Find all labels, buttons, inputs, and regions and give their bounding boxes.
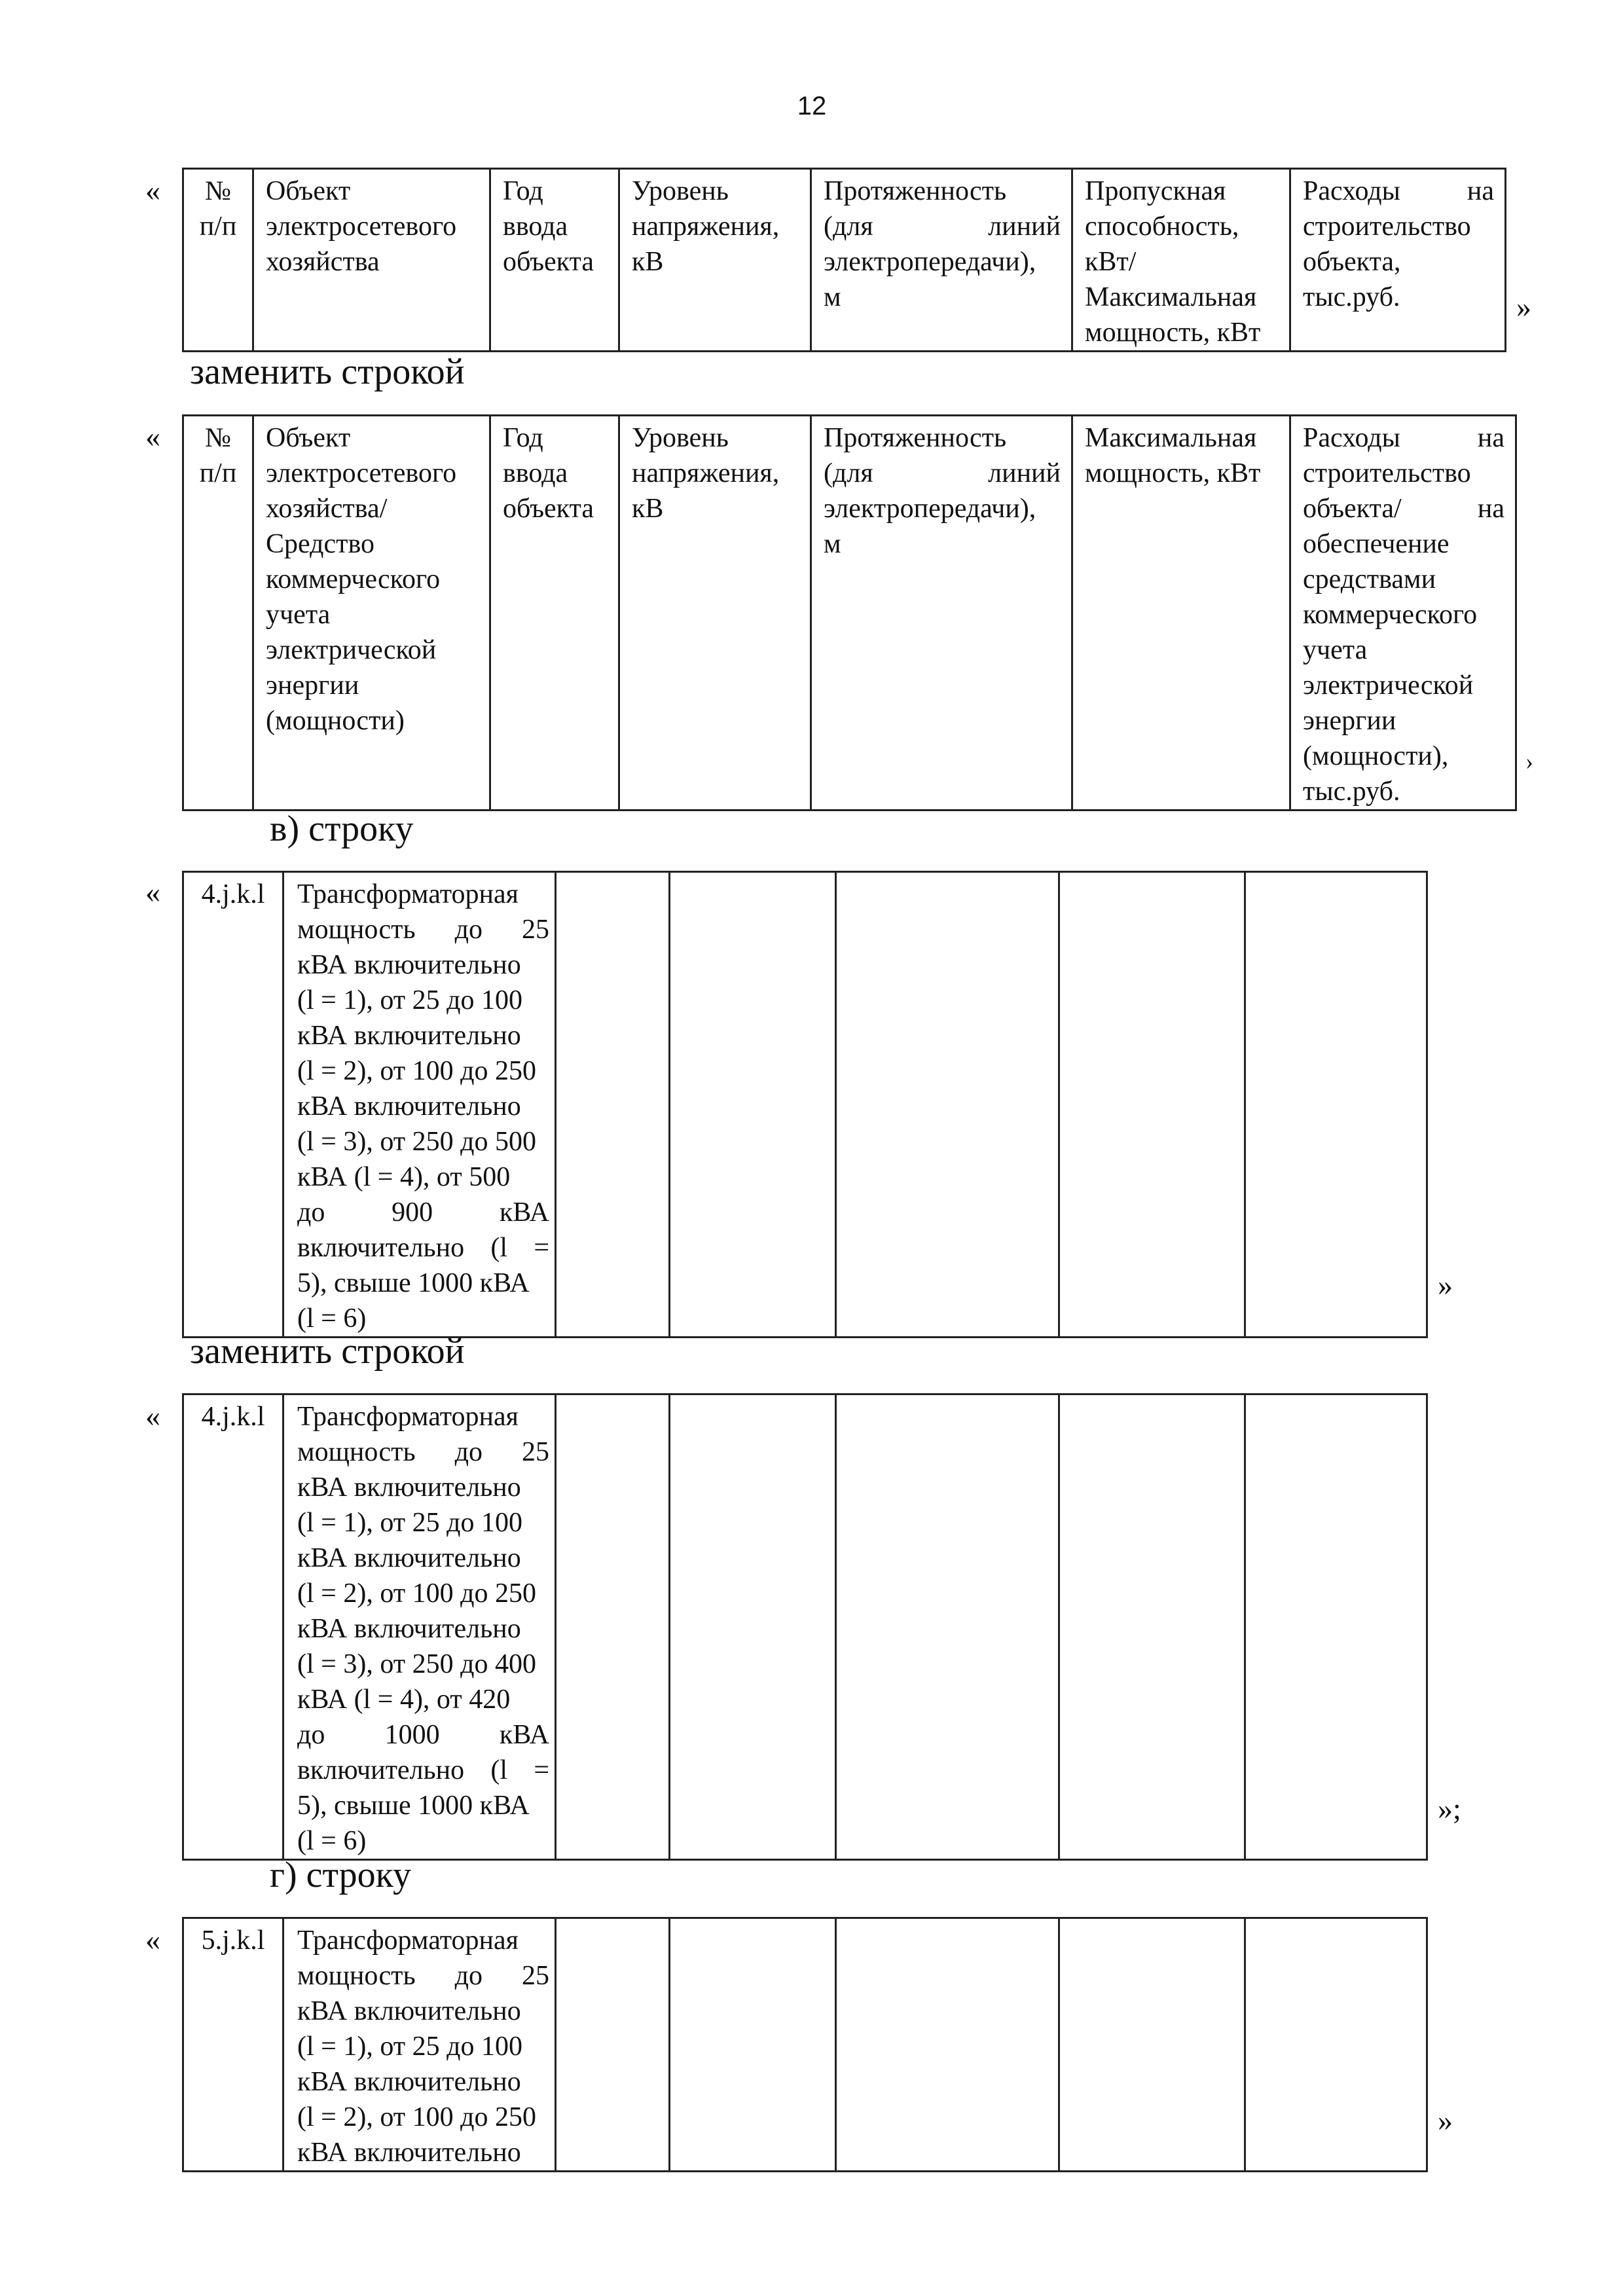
empty-cell xyxy=(670,1918,836,2172)
header-cell-line: электрической xyxy=(1303,670,1474,701)
header-cell xyxy=(619,169,811,352)
row-description-cell xyxy=(283,1394,556,1860)
row-description-cell-line: до 900 кВА xyxy=(297,1197,549,1228)
header-cell-line: кВ xyxy=(632,247,664,277)
row-description-cell-line: включительно (l = xyxy=(297,1755,549,1785)
header-cell-line: энергии xyxy=(266,670,359,701)
open-quote-1: « xyxy=(145,173,160,207)
row-description-cell-line: кВА включительно xyxy=(297,2067,521,2097)
row-description-cell-line: (l = 2), от 100 до 250 xyxy=(297,2102,536,2132)
empty-cell xyxy=(556,1918,670,2172)
row-description-cell-line: (l = 1), от 25 до 100 xyxy=(297,2032,522,2062)
old-row-5-table xyxy=(182,1917,1428,2172)
row-description-cell-line: кВА включительно xyxy=(297,950,521,980)
empty-cell xyxy=(1245,872,1427,1338)
header-cell xyxy=(183,169,253,352)
old-row-4-table xyxy=(182,871,1428,1338)
header-cell-line: кВт/ xyxy=(1085,247,1137,277)
header-cell-line: хозяйства/ xyxy=(266,494,388,524)
header-cell-line: Уровень xyxy=(632,176,729,206)
open-quote-5: « xyxy=(145,1923,160,1956)
header-cell-line: электропередачи), xyxy=(824,494,1036,524)
row-description-cell xyxy=(283,872,556,1338)
heading-replace-2: заменить строкой xyxy=(190,1331,465,1372)
header-cell-line: обеспечение xyxy=(1303,529,1450,559)
header-cell-line: м xyxy=(824,529,841,559)
header-cell-line: мощность, кВт xyxy=(1085,318,1261,348)
open-quote-3: « xyxy=(145,875,160,909)
header-cell-line: тыс.руб. xyxy=(1303,776,1400,807)
header-cell-line: объекта, xyxy=(1303,247,1401,277)
header-cell xyxy=(253,169,490,352)
header-cell xyxy=(1072,416,1290,811)
header-cell-line: учета xyxy=(266,600,331,630)
heading-row-v: в) строку xyxy=(270,809,414,849)
header-cell-line: № xyxy=(204,423,232,453)
row-description-cell-line: включительно (l = xyxy=(297,1233,549,1263)
header-cell-line: (мощности) xyxy=(266,706,405,736)
row-description-cell-line: (l = 1), от 25 до 100 xyxy=(297,985,522,1015)
row-description-cell-line: мощность до 25 xyxy=(297,1961,549,1991)
header-cell-line: Объект xyxy=(266,176,351,206)
open-quote-2: « xyxy=(145,420,160,453)
row-description-cell-line: (l = 6) xyxy=(297,1826,367,1856)
header-cell-line: (для линий xyxy=(824,458,1061,488)
header-cell-line: ввода xyxy=(503,458,568,488)
row-number: 4.j.k.l xyxy=(201,879,265,909)
header-cell-line: объекта xyxy=(503,247,594,277)
empty-cell xyxy=(556,872,670,1338)
row-description-cell-line: (l = 3), от 250 до 500 xyxy=(297,1127,536,1157)
row-description-cell-line: до 1000 кВА xyxy=(297,1720,549,1750)
row-description-cell-line: (l = 6) xyxy=(297,1303,367,1334)
header-cell-line: Протяженность xyxy=(824,423,1007,453)
row-description-cell-line: Трансформаторная xyxy=(297,879,519,909)
open-quote-4: « xyxy=(145,1399,160,1432)
new-header-table xyxy=(182,414,1517,811)
header-cell-line: Протяженность xyxy=(824,176,1007,206)
header-cell-line: Год xyxy=(503,423,543,453)
row-description-cell-line: (l = 1), от 25 до 100 xyxy=(297,1508,522,1538)
row-description-cell-line: кВА включительно xyxy=(297,1543,521,1573)
header-cell xyxy=(1290,169,1506,352)
empty-cell xyxy=(670,1394,836,1860)
header-cell xyxy=(1290,416,1516,811)
header-cell-line: Расходы на xyxy=(1303,176,1494,206)
header-cell-line: строительство xyxy=(1303,458,1471,488)
header-cell-line: способность, xyxy=(1085,211,1239,242)
new-row-4-table xyxy=(182,1393,1428,1861)
header-cell xyxy=(1072,169,1290,352)
close-quote-5: » xyxy=(1438,2104,1453,2137)
header-cell-line: № xyxy=(204,176,232,206)
header-cell-line: Уровень xyxy=(632,423,729,453)
header-cell xyxy=(619,416,811,811)
row-number-cell xyxy=(183,872,283,1338)
row-description-cell-line: мощность до 25 xyxy=(297,915,549,945)
header-cell-line: кВ xyxy=(632,494,664,524)
header-cell-line: хозяйства xyxy=(266,247,380,277)
heading-row-g: г) строку xyxy=(270,1855,412,1895)
row-description-cell-line: кВА включительно xyxy=(297,1472,521,1503)
header-cell-line: Максимальная xyxy=(1085,423,1257,453)
header-cell-line: объекта xyxy=(503,494,594,524)
header-cell-line: электропередачи), xyxy=(824,247,1036,277)
empty-cell xyxy=(1059,1918,1245,2172)
row-description-cell-line: Трансформаторная xyxy=(297,1925,519,1956)
row-description-cell-line: 5), свыше 1000 кВА xyxy=(297,1268,530,1298)
row-description-cell xyxy=(283,1918,556,2172)
header-cell xyxy=(811,169,1072,352)
empty-cell xyxy=(836,1394,1059,1860)
row-description-cell-line: мощность до 25 xyxy=(297,1437,549,1467)
header-cell-line: п/п xyxy=(199,211,237,242)
header-cell-line: Пропускная xyxy=(1085,176,1226,206)
header-cell-line: электрической xyxy=(266,635,437,665)
header-cell-line: средствами xyxy=(1303,564,1436,594)
empty-cell xyxy=(670,872,836,1338)
header-cell-line: (мощности), xyxy=(1303,741,1449,771)
empty-cell xyxy=(1245,1394,1427,1860)
empty-cell xyxy=(1245,1918,1427,2172)
header-cell xyxy=(183,416,253,811)
header-cell xyxy=(490,169,619,352)
header-cell-line: электросетевого xyxy=(266,458,457,488)
header-cell-line: (для линий xyxy=(824,211,1061,242)
header-cell-line: м xyxy=(824,282,841,312)
row-description-cell-line: (l = 3), от 250 до 400 xyxy=(297,1649,536,1679)
header-cell-line: коммерческого xyxy=(266,564,441,594)
page-number: 12 xyxy=(797,92,827,120)
row-description-cell-line: кВА (l = 4), от 420 xyxy=(297,1685,511,1715)
close-quote-semicolon-4: »; xyxy=(1438,1792,1461,1825)
header-cell-line: п/п xyxy=(199,458,237,488)
header-cell-line: строительство xyxy=(1303,211,1471,242)
row-description-cell-line: (l = 2), от 100 до 250 xyxy=(297,1578,536,1609)
close-quote-3: » xyxy=(1438,1268,1453,1302)
header-cell-line: Объект xyxy=(266,423,351,453)
row-description-cell-line: кВА включительно xyxy=(297,2138,521,2168)
header-cell-line: напряжения, xyxy=(632,211,780,242)
header-cell-line: ввода xyxy=(503,211,568,242)
header-cell-line: Год xyxy=(503,176,543,206)
header-cell-line: коммерческого xyxy=(1303,600,1478,630)
empty-cell xyxy=(1059,872,1245,1338)
row-description-cell-line: 5), свыше 1000 кВА xyxy=(297,1791,530,1821)
empty-cell xyxy=(556,1394,670,1860)
header-cell-line: электросетевого xyxy=(266,211,457,242)
row-number-cell xyxy=(183,1918,283,2172)
header-cell-line: Максимальная xyxy=(1085,282,1257,312)
header-cell-line: объекта/ на xyxy=(1303,494,1504,524)
row-number-cell xyxy=(183,1394,283,1860)
stray-mark: › xyxy=(1525,748,1533,774)
header-cell xyxy=(253,416,490,811)
empty-cell xyxy=(1059,1394,1245,1860)
row-number: 4.j.k.l xyxy=(201,1402,265,1432)
header-cell-line: энергии xyxy=(1303,706,1396,736)
row-number: 5.j.k.l xyxy=(201,1925,265,1956)
row-description-cell-line: кВА (l = 4), от 500 xyxy=(297,1162,511,1192)
row-description-cell-line: кВА включительно xyxy=(297,1614,521,1644)
row-description-cell-line: Трансформаторная xyxy=(297,1402,519,1432)
row-description-cell-line: кВА включительно xyxy=(297,1996,521,2026)
header-cell-line: мощность, кВт xyxy=(1085,458,1261,488)
header-cell-line: тыс.руб. xyxy=(1303,282,1400,312)
heading-replace-1: заменить строкой xyxy=(190,352,465,392)
header-cell xyxy=(811,416,1072,811)
header-cell-line: Средство xyxy=(266,529,375,559)
header-cell xyxy=(490,416,619,811)
empty-cell xyxy=(836,1918,1059,2172)
close-quote-1: » xyxy=(1516,290,1531,323)
row-description-cell-line: кВА включительно xyxy=(297,1091,521,1121)
row-description-cell-line: кВА включительно xyxy=(297,1021,521,1051)
row-description-cell-line: (l = 2), от 100 до 250 xyxy=(297,1056,536,1086)
header-cell-line: учета xyxy=(1303,635,1368,665)
empty-cell xyxy=(836,872,1059,1338)
header-cell-line: Расходы на xyxy=(1303,423,1504,453)
header-cell-line: напряжения, xyxy=(632,458,780,488)
old-header-table xyxy=(182,168,1506,352)
